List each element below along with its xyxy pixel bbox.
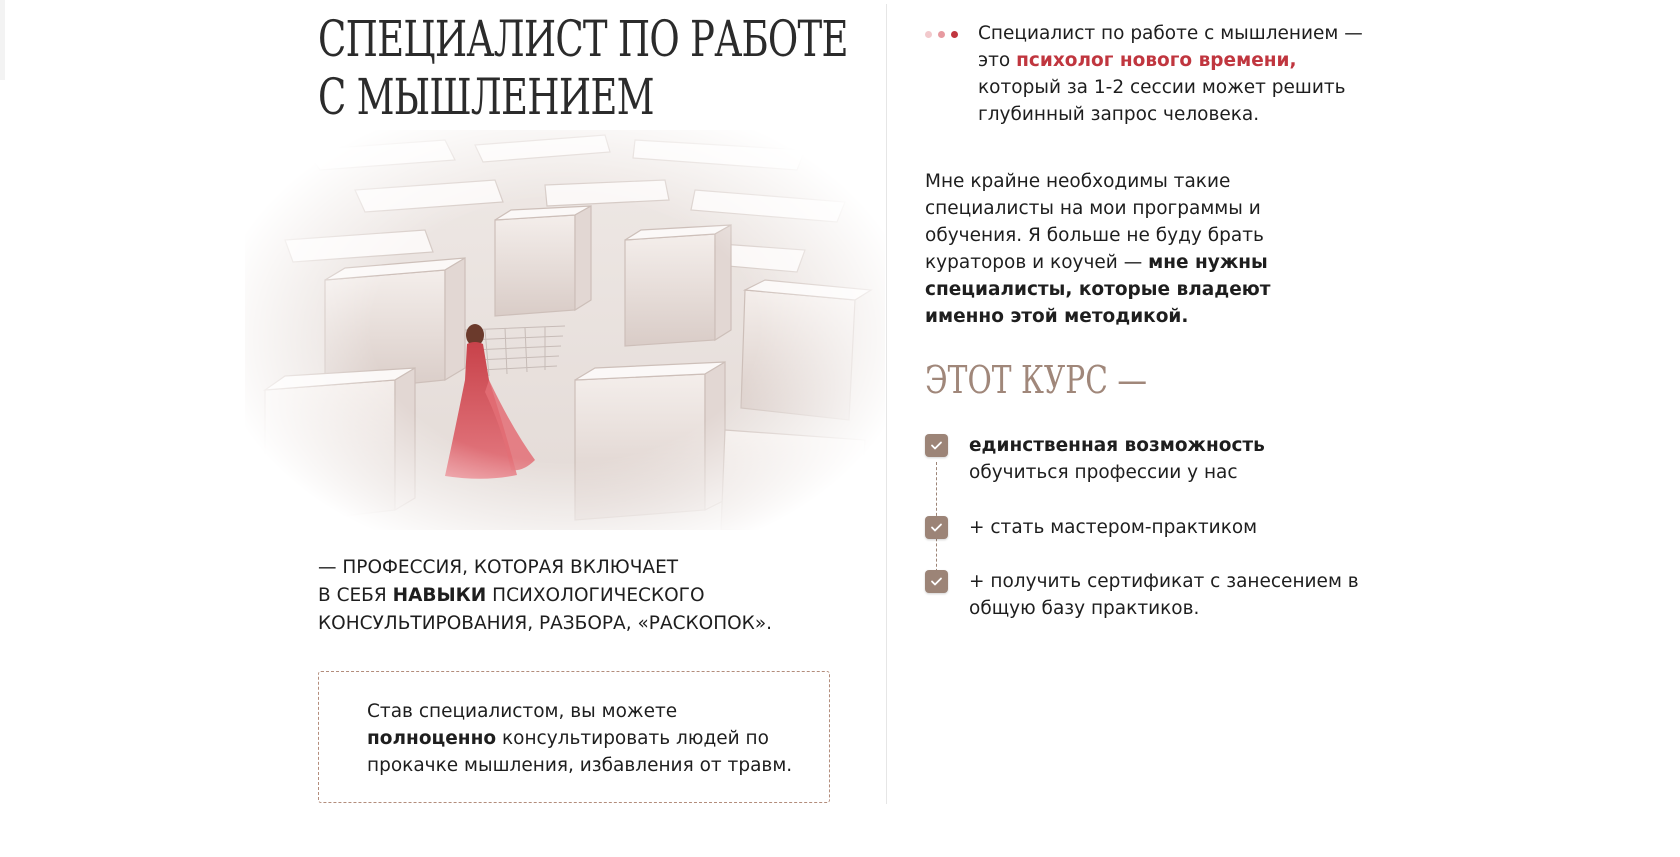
highlight-box [318, 671, 830, 803]
highlight-text-bold: полноценно [367, 728, 497, 749]
feature-text-body: + стать мастером-практиком [969, 517, 1258, 538]
course-title: ЭТОТ КУРС — [925, 358, 1147, 402]
highlight-text-pre: Став специалистом, вы можете [367, 701, 678, 722]
intro-text-accent: психолог нового времени, [1016, 50, 1297, 71]
feature-text [969, 432, 1389, 486]
feature-text-bold: единственная возможность [969, 435, 1265, 456]
dot-light [925, 31, 932, 38]
highlight-text [367, 698, 807, 779]
profession-line-2-pre: В СЕБЯ [318, 585, 393, 606]
edge-mark [0, 0, 5, 80]
check-icon [925, 434, 948, 457]
profession-line-2-bold: НАВЫКИ [392, 585, 487, 606]
column-divider [886, 4, 887, 804]
title-line-1: СПЕЦИАЛИСТ ПО РАБОТЕ [318, 10, 848, 68]
feature-text [969, 514, 1389, 541]
dot-dark [951, 31, 958, 38]
check-icon [925, 570, 948, 593]
need-text-bold: мне нужны специалисты, которые владеют именно этой методикой. [925, 252, 1271, 327]
profession-description [318, 554, 838, 638]
profession-line-2-post: ПСИХОЛОГИЧЕСКОГО [486, 585, 705, 606]
dot-mid [938, 31, 945, 38]
feature-text-body: + получить сертификат с занесением в общую базу практиков. [969, 571, 1359, 619]
intro-text [978, 20, 1378, 128]
feature-text-body: обучиться профессии у нас [969, 462, 1238, 483]
page-title [318, 10, 848, 126]
need-text [925, 168, 1355, 330]
intro-text-pre: Специалист по работе с мышлением — это [978, 23, 1363, 71]
profession-line-3: КОНСУЛЬТИРОВАНИЯ, РАЗБОРА, «РАСКОПОК». [318, 613, 773, 634]
need-text-pre: Мне крайне необходимы такие специалисты на мои программы и обучения. Я больше не буду брать кураторов и коучей — [925, 171, 1264, 273]
intro-text-post: который за 1-2 сессии может решить глубинный запрос человека. [978, 77, 1346, 125]
title-line-2: С МЫШЛЕНИЕМ [318, 68, 654, 126]
feature-text [969, 568, 1389, 622]
check-icon [925, 516, 948, 539]
maze-image [245, 130, 885, 530]
highlight-text-post: консультировать людей по прокачке мышления, избавления от травм. [367, 728, 793, 776]
profession-line-1: — ПРОФЕССИЯ, КОТОРАЯ ВКЛЮЧАЕТ [318, 557, 679, 578]
dots-icon [925, 31, 958, 38]
